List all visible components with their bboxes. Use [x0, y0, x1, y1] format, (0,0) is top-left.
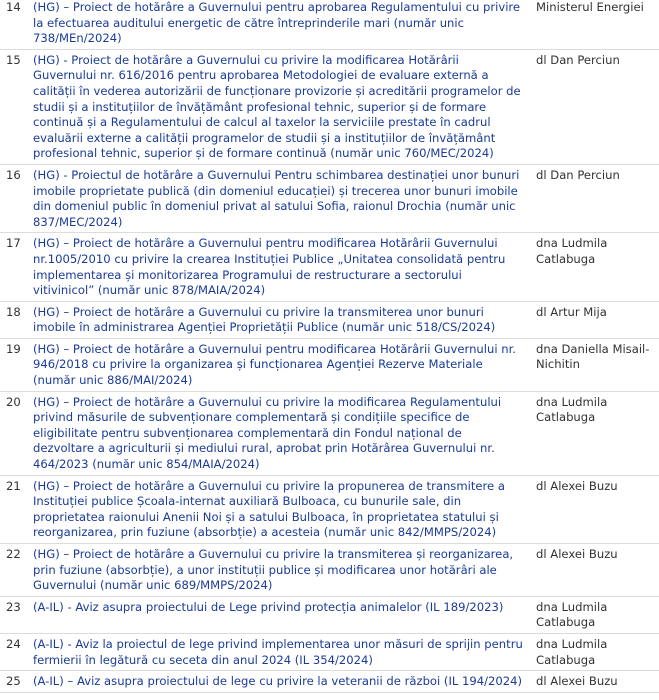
item-number: 23: [0, 596, 33, 633]
item-responsible: dna Daniella Misail-Nichitin: [530, 338, 659, 391]
item-responsible: dl Artur Mija: [530, 301, 659, 338]
item-number: 17: [0, 233, 33, 301]
agenda-row: [0, 391, 659, 475]
item-topic-link[interactable]: (HG) – Proiect de hotărâre a Guvernului pentru modificarea Hotărârii Guvernului nr.1005/2010 cu privire la crearea Instituției Publice „Unitatea consolidată pentru implementarea și monitorizarea Programului de restructurare a sectorului vitivinicol” (număr unic 878/MAIA/2024): [33, 233, 530, 301]
agenda-row: [0, 596, 659, 633]
agenda-row: [0, 0, 659, 49]
item-responsible: dna Ludmila Catlabuga: [530, 233, 659, 301]
item-number: 15: [0, 49, 33, 164]
item-number: 19: [0, 338, 33, 391]
item-topic-link[interactable]: (A-IL) - Aviz asupra proiectului de Lege privind protecția animalelor (IL 189/2023): [33, 596, 530, 633]
agenda-row: [0, 475, 659, 543]
agenda-row: [0, 544, 659, 597]
agenda-row: [0, 164, 659, 232]
item-topic-link[interactable]: (HG) - Proiect de hotărâre a Guvernului cu privire la modificarea Hotărârii Guvernului nr. 616/2016 pentru aprobarea Metodologiei de evaluare externă a calității în vederea autorizării de funcționare provizorie și acreditării programelor de studii și a instituțiilor de învățământ profesional tehnic, superior și de formare continuă și a Regulamentului de calcul al taxelor la serviciile prestate în cadrul evaluării externe a calității programelor de studii și a instituțiilor de învățământ profesional tehnic, superior și de formare continuă (număr unic 760/MEC/2024): [33, 49, 530, 164]
item-topic-link[interactable]: (HG) – Proiect de hotărâre a Guvernului pentru aprobarea Regulamentului cu privire la efectuarea auditului energetic de către întreprinderile mari (număr unic 738/MEn/2024): [33, 0, 530, 49]
item-number: 14: [0, 0, 33, 49]
item-number: 20: [0, 391, 33, 475]
item-responsible: dl Alexei Buzu: [530, 475, 659, 543]
agenda-row: [0, 301, 659, 338]
item-number: 25: [0, 671, 33, 693]
item-responsible: Ministerul Energiei: [530, 0, 659, 49]
item-topic-link[interactable]: (HG) – Proiect de hotărâre a Guvernului cu privire la transmiterea unor bunuri imobile în administrarea Agenției Proprietății Publice (număr unic 518/CS/2024): [33, 301, 530, 338]
item-responsible: dl Alexei Buzu: [530, 544, 659, 597]
item-responsible: dl Alexei Buzu: [530, 671, 659, 693]
item-number: 24: [0, 633, 33, 670]
item-topic-link[interactable]: (A-IL) - Aviz la proiectul de lege privind implementarea unor măsuri de sprijin pentru fermierii în legătură cu seceta din anul 2024 (IL 354/2024): [33, 633, 530, 670]
agenda-row: [0, 49, 659, 164]
item-topic-link[interactable]: (HG) – Proiect de hotărâre a Guvernului cu privire la propunerea de transmitere a Instituției publice Școala-internat auxiliară Bulboaca, cu bunurile sale, din proprietatea raionului Anenii Noi și a satului Bulboaca, în proprietatea statului și reorganizarea, prin fuziune (absorbție) a acesteia (număr unic 842/MMPS/2024): [33, 475, 530, 543]
item-responsible: dl Dan Perciun: [530, 164, 659, 232]
item-number: 22: [0, 544, 33, 597]
item-number: 21: [0, 475, 33, 543]
item-topic-link[interactable]: (HG) - Proiectul de hotărâre a Guvernului Pentru schimbarea destinației unor bunuri imobile proprietate publică (din domeniul educației) și trecerea unor bunuri imobile din domeniul public în domeniul privat al satului Sofia, raionul Drochia (număr unic 837/MEC/2024): [33, 164, 530, 232]
agenda-row: [0, 338, 659, 391]
agenda-row: [0, 233, 659, 301]
item-responsible: dna Ludmila Catlabuga: [530, 391, 659, 475]
item-number: 18: [0, 301, 33, 338]
item-topic-link[interactable]: (A-IL) – Aviz asupra proiectului de lege cu privire la veteranii de război (IL 194/2024): [33, 671, 530, 693]
item-topic-link[interactable]: (HG) – Proiect de hotărâre a Guvernului cu privire la transmiterea și reorganizarea, prin fuziune (absorbție), a unor instituții publice și modificarea unor hotărâri ale Guvernului (număr unic 689/MMPS/2024): [33, 544, 530, 597]
item-number: 16: [0, 164, 33, 232]
item-topic-link[interactable]: (HG) – Proiect de hotărâre a Guvernului pentru modificarea Hotărârii Guvernului nr. 946/2018 cu privire la organizarea și funcționarea Agenției Rezerve Materiale (număr unic 886/MAI/2024): [33, 338, 530, 391]
agenda-row: [0, 633, 659, 670]
item-topic-link[interactable]: (HG) – Proiect de hotărâre a Guvernului cu privire la modificarea Regulamentului privind măsurile de subvenționare complementară și condițiile specifice de eligibilitate pentru subvenționarea complementară din Fondul național de dezvoltare a agriculturii și mediului rural, aprobat prin Hotărârea Guvernului nr. 464/2023 (număr unic 854/MAIA/2024): [33, 391, 530, 475]
item-responsible: dna Ludmila Catlabuga: [530, 596, 659, 633]
item-responsible: dl Dan Perciun: [530, 49, 659, 164]
item-responsible: dna Ludmila Catlabuga: [530, 633, 659, 670]
agenda-row: [0, 671, 659, 693]
